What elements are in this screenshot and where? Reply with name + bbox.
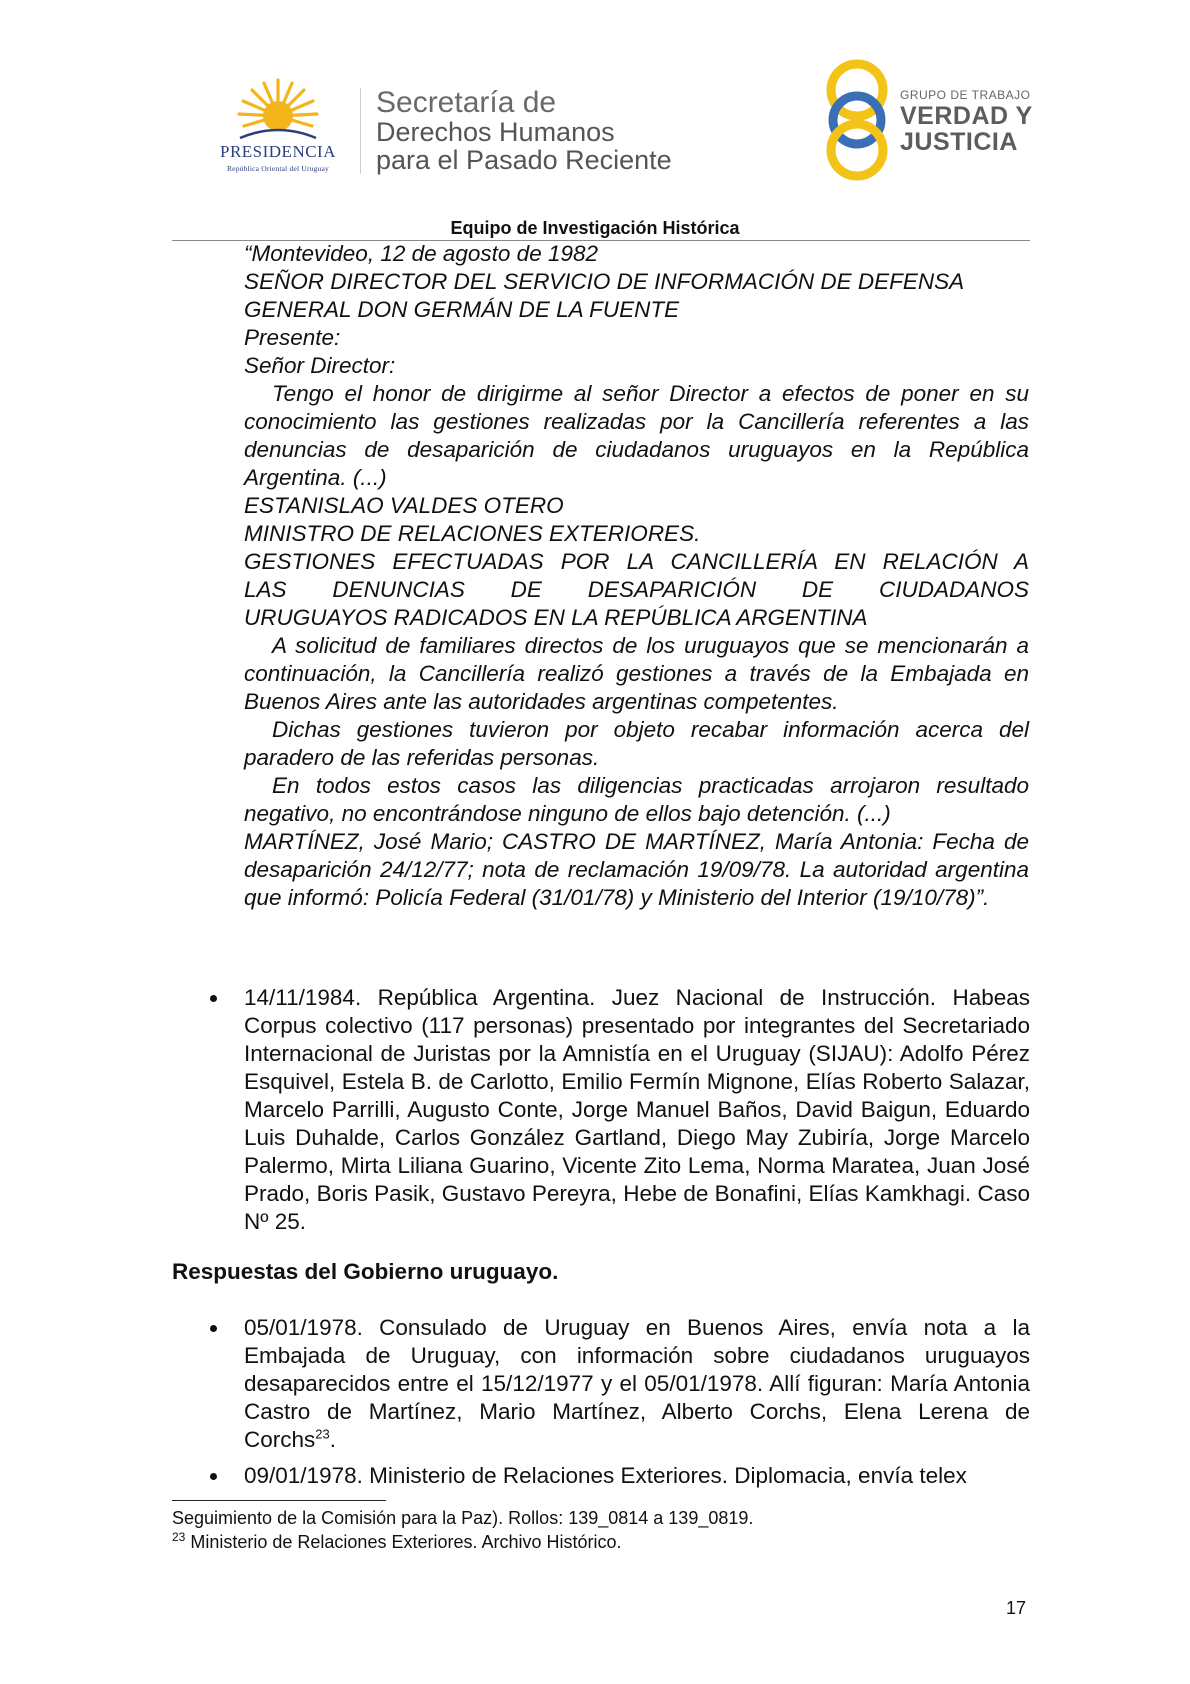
grupo-trabajo-logo xyxy=(822,56,1032,182)
secretaria-logo-text xyxy=(376,88,672,174)
letter-paragraph-4: En todos estos casos las diligencias practicadas arrojaron resultado negativo, no encontrándose ninguno de ellos bajo detención. (...) xyxy=(244,773,1029,826)
presidencia-subtitle: República Oriental del Uruguay xyxy=(226,164,329,173)
header-divider xyxy=(360,88,361,174)
footnote-continued: Seguimiento de la Comisión para la Paz). Rollos: 139_0814 a 139_0819. xyxy=(172,1508,754,1528)
letter-heading-line-2: LAS DENUNCIAS DE DESAPARICIÓN DE CIUDADANOS xyxy=(244,577,1029,602)
page-header xyxy=(0,0,1190,238)
footnote-reference[interactable]: 23 xyxy=(315,1426,330,1442)
list-item-tail: . xyxy=(329,1427,337,1452)
grupo-line-1: GRUPO DE TRABAJO xyxy=(900,88,1031,102)
footnotes xyxy=(172,1506,753,1554)
footnote-23 xyxy=(172,1530,753,1554)
bullet-dot-icon xyxy=(210,995,217,1002)
letter-addressee-2: GENERAL DON GERMÁN DE LA FUENTE xyxy=(244,297,680,322)
page-number: 17 xyxy=(1006,1598,1027,1618)
letter-heading-line-1: GESTIONES EFECTUADAS POR LA CANCILLERÍA EN RELACIÓN A xyxy=(244,549,1029,574)
letter-paragraph-5: MARTÍNEZ, José Mario; CASTRO DE MARTÍNEZ, María Antonia: Fecha de desaparición 24/12/77; nota de reclamación 19/09/78. La autoridad argentina que informó: Policía Federal (31/01/78) y Ministerio del Interior (19/10/78)”. xyxy=(244,829,1029,910)
bullet-list-responses xyxy=(172,1314,1030,1498)
list-item-text: 14/11/1984. República Argentina. Juez Nacional de Instrucción. Habeas Corpus colectivo (117 personas) presentado por integrantes del Secretariado Internacional de Juristas por la Amnistía en el Uruguay (SIJAU): Adolfo Pérez Esquivel, Estela B. de Carlotto, Emilio Fermín Mignone, Elías Roberto Salazar, Marcelo Parrilli, Augusto Conte, Jorge Manuel Baños, David Baigun, Eduardo Luis Duhalde, Carlos González Gartland, Diego May Zubiría, Jorge Marcelo Palermo, Mirta Liliana Guarino, Vicente Zito Lema, Norma Maratea, Juan José Prado, Boris Pasik, Gustavo Pereyra, Hebe de Bonafini, Elías Kamkhagi. Caso Nº 25. xyxy=(244,985,1030,1234)
letter-date: “Montevideo, 12 de agosto de 1982 xyxy=(244,241,599,266)
presidencia-name: PRESIDENCIA xyxy=(219,142,336,161)
quoted-letter xyxy=(244,240,1029,912)
sun-emblem-icon xyxy=(236,78,320,140)
grupo-line-2: VERDAD Y xyxy=(900,102,1033,130)
list-item xyxy=(172,1462,1030,1490)
list-item-text: 09/01/1978. Ministerio de Relaciones Exteriores. Diplomacia, envía telex xyxy=(244,1463,967,1488)
footnote-text: Ministerio de Relaciones Exteriores. Archivo Histórico. xyxy=(185,1532,622,1552)
letter-paragraph-3: Dichas gestiones tuvieron por objeto recabar información acerca del paradero de las referidas personas. xyxy=(244,717,1029,770)
letter-signature-title: MINISTRO DE RELACIONES EXTERIORES. xyxy=(244,521,701,546)
letter-heading-line-3: URUGUAYOS RADICADOS EN LA REPÚBLICA ARGENTINA xyxy=(244,605,868,630)
letter-paragraph-2: A solicitud de familiares directos de los uruguayos que se mencionarán a continuación, la Cancillería realizó gestiones a través de la Embajada en Buenos Aires ante las autoridades argentinas competentes. xyxy=(244,633,1029,714)
secretaria-line-1: Secretaría de xyxy=(376,86,557,119)
footnote-number: 23 xyxy=(172,1530,186,1544)
bullet-dot-icon xyxy=(210,1473,217,1480)
list-item-text: 05/01/1978. Consulado de Uruguay en Buenos Aires, envía nota a la Embajada de Uruguay, con información sobre ciudadanos uruguayos desaparecidos entre el 15/12/1977 y el 05/01/1978. Allí figuran: María Antonia Castro de Martínez, Mario Martínez, Alberto Corchs, Elena Lerena de Corchs xyxy=(244,1315,1030,1452)
interlocked-rings-icon xyxy=(822,56,892,182)
secretaria-line-2: Derechos Humanos xyxy=(376,117,615,147)
letter-paragraph-1: Tengo el honor de dirigirme al señor Director a efectos de poner en su conocimiento las gestiones realizadas por la Cancillería referentes a las denuncias de desaparición de ciudadanos uruguayos en la República Argentina. (...) xyxy=(244,381,1029,490)
footnote-rule xyxy=(172,1500,386,1501)
secretaria-line-3: para el Pasado Reciente xyxy=(376,145,672,175)
section-heading: Respuestas del Gobierno uruguayo. xyxy=(172,1259,559,1284)
bullet-dot-icon xyxy=(210,1325,217,1332)
list-item xyxy=(172,1314,1030,1454)
letter-signature-name: ESTANISLAO VALDES OTERO xyxy=(244,493,564,518)
letter-presente: Presente: xyxy=(244,325,341,350)
team-title: Equipo de Investigación Histórica xyxy=(450,218,740,238)
presidencia-logo xyxy=(198,78,358,178)
bullet-list-habeas xyxy=(172,984,1030,1236)
letter-salutation: Señor Director: xyxy=(244,353,396,378)
letter-addressee-1: SEÑOR DIRECTOR DEL SERVICIO DE INFORMACIÓN DE DEFENSA xyxy=(244,269,965,294)
list-item xyxy=(172,984,1030,1236)
grupo-line-3: JUSTICIA xyxy=(900,128,1018,156)
